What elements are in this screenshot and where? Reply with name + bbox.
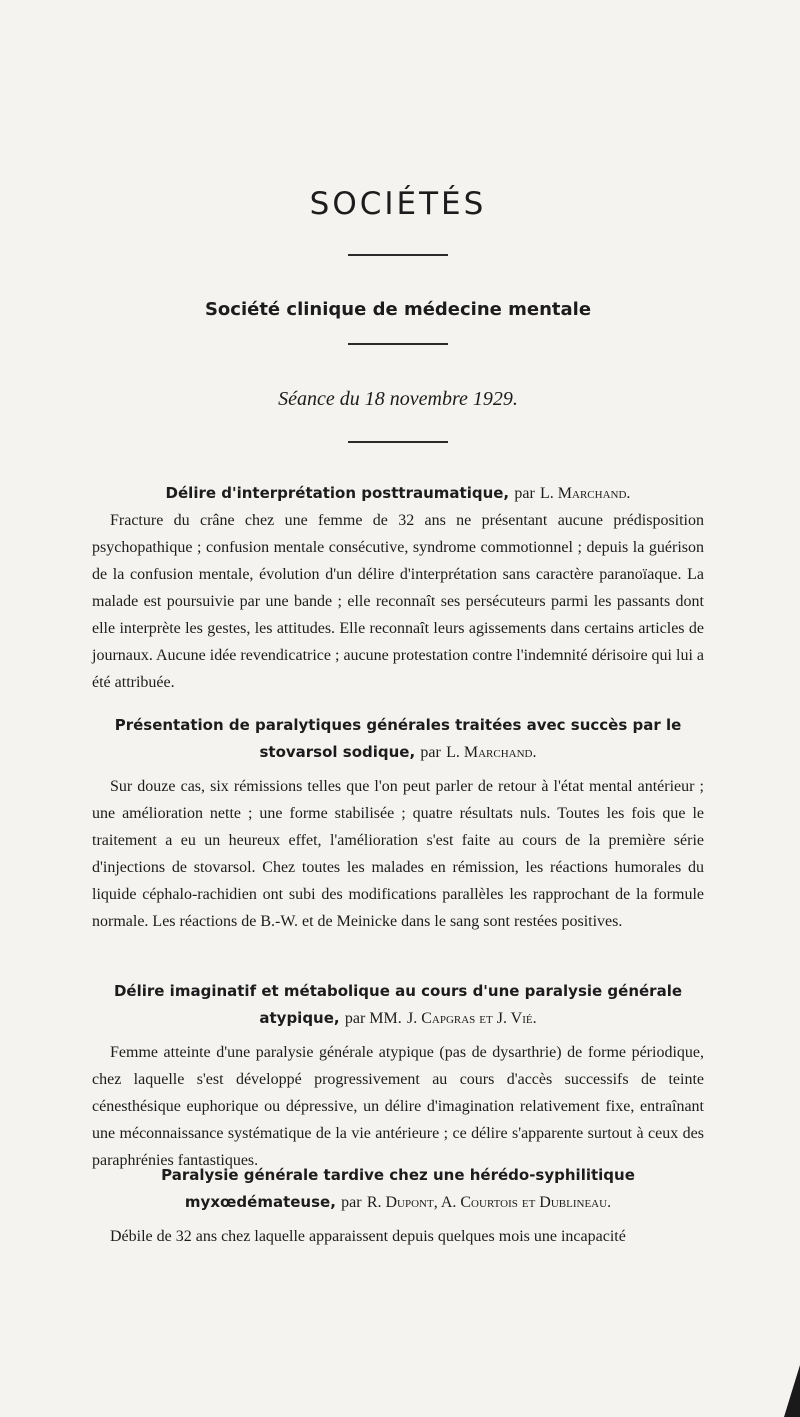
article-title: Délire imaginatif et métabolique au cours d'une paralysie générale atypique,	[113, 982, 683, 1027]
article-title: Présentation de paralytiques générales traitées avec succès par le stovarsol sodique,	[114, 716, 682, 761]
article-heading	[92, 480, 704, 507]
article-body: Débile de 32 ans chez laquelle apparaissent depuis quelques mois une incapacité	[110, 1228, 626, 1245]
article-authors: L. Marchand.	[540, 485, 631, 502]
article-authors: R. Dupont, A. Courtois et Dublineau.	[366, 1194, 612, 1211]
society-rule	[348, 343, 448, 345]
article-body: Fracture du crâne chez une femme de 32 ans ne présentant aucune prédisposition psychopathique ; confusion mentale consécutive, syndrome commotionnel ; depuis la guérison de la confusion mentale, évolution d'un délire d'interprétation sans caractère paranoïaque. La malade est poursuivie par une bande ; elle reconnaît ses persécuteurs parmi les passants dont elle interprète les gestes, les attitudes. Elle reconnaît leurs agissements dans certains articles de journaux. Aucune idée revendicatrice ; aucune protestation contre l'indemnité dérisoire qui lui a été attribuée.	[92, 512, 704, 691]
article-title: Paralysie générale tardive chez une hérédo-syphilitique myxœdémateuse,	[161, 1166, 635, 1211]
article-by: par	[420, 744, 441, 761]
article-2	[92, 712, 704, 935]
society-title: Société clinique de médecine mentale	[204, 299, 592, 320]
article-by: par MM.	[344, 1010, 402, 1027]
article-1	[92, 480, 704, 696]
seance-rule	[348, 441, 448, 443]
article-3	[92, 978, 704, 1174]
article-by: par	[514, 485, 535, 502]
article-4	[92, 1162, 704, 1250]
article-by: par	[341, 1194, 362, 1211]
seance-date: Séance du 18 novembre 1929.	[278, 388, 518, 410]
article-authors: J. Capgras et J. Vié.	[406, 1010, 537, 1027]
article-heading	[92, 712, 704, 766]
article-heading	[92, 978, 704, 1032]
title-rule	[348, 254, 448, 256]
article-authors: L. Marchand.	[446, 744, 537, 761]
article-title: Délire d'interprétation posttraumatique,	[165, 484, 510, 502]
page-title: SOCIÉTÉS	[309, 186, 487, 222]
article-body: Sur douze cas, six rémissions telles que l'on peut parler de retour à l'état mental antérieur ; une amélioration nette ; une forme stabilisée ; quatre résultats nuls. Toutes les fois que le traitement a eu un heureux effet, l'amélioration s'est faite au cours de la première série d'injections de stovarsol. Chez toutes les malades en rémission, les réactions humorales du liquide céphalo-rachidien ont subi des modifications parallèles les rapprochant de la formule normale. Les réactions de B.-W. et de Meinicke dans le sang sont restées positives.	[92, 778, 704, 930]
article-body: Femme atteinte d'une paralysie générale atypique (pas de dysarthrie) de forme périodique, chez laquelle s'est développé progressivement au cours d'accès successifs de teinte cénesthésique euphorique ou dépressive, un délire d'imagination relativement fixe, entraînant une méconnaissance systématique de la vie antérieure ; ce délire s'apparente surtout à ceux des paraphrénies fantastiques.	[92, 1044, 704, 1169]
page-corner-shadow	[784, 1365, 800, 1417]
article-heading	[92, 1162, 704, 1216]
